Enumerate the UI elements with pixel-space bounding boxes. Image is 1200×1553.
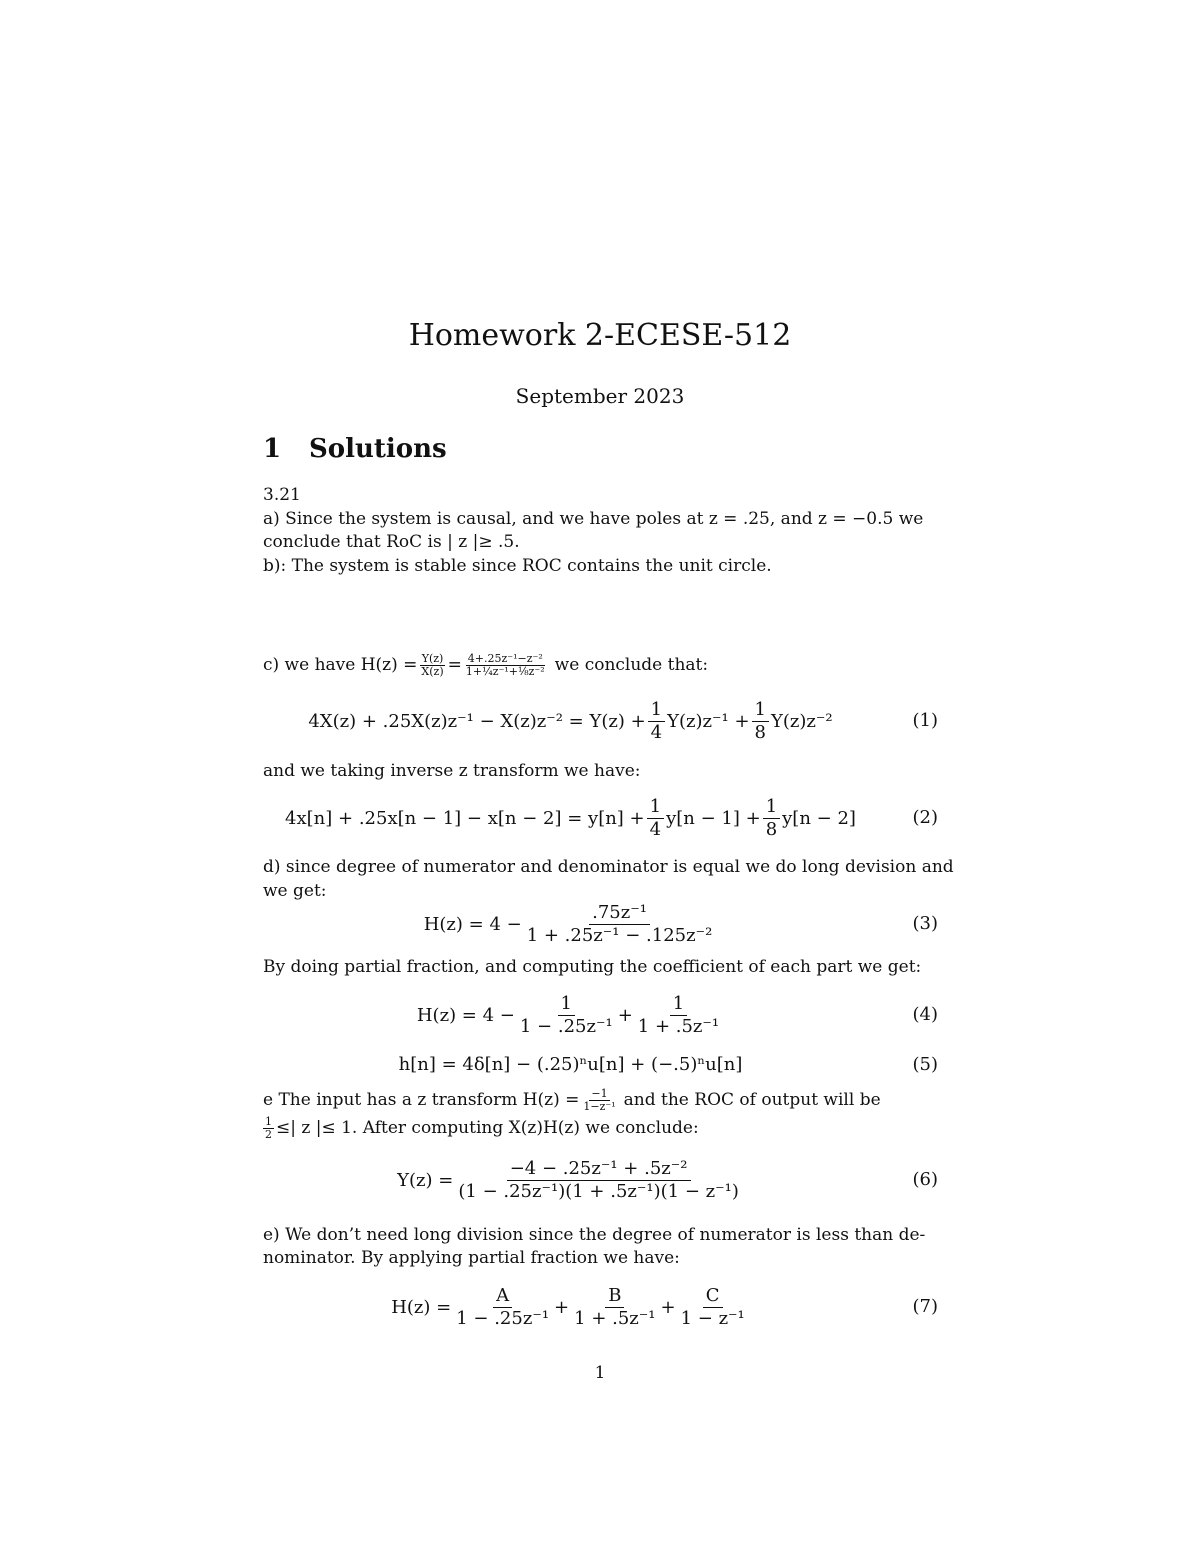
page-number: 1 bbox=[594, 1363, 606, 1383]
equation-number-3: (3) bbox=[912, 913, 938, 934]
part-c-fraction-1: $\frac{Y(z)}{X(z)}$ bbox=[421, 651, 444, 678]
part-c-tail: we conclude that: bbox=[554, 655, 709, 675]
document-title: Homework 2-ECESE-512 bbox=[408, 318, 792, 353]
equation-2: 4x[n] + .25x[n − 1] − x[n − 2] = y[n] + $\frac{1}{4}$ y[n − 1] + $\frac{1}{8}$ y[n − 2] (2) bbox=[285, 795, 938, 840]
part-d-line2: we get: bbox=[263, 881, 327, 901]
part-c-equals: = bbox=[447, 655, 462, 675]
equation-number-5: (5) bbox=[912, 1054, 938, 1075]
part-e2-line2: nominator. By applying partial fraction we have: bbox=[263, 1248, 680, 1268]
part-e1-line2: $\frac{1}{2}$ ≤| z |≤ 1. After computing X(z)H(z) we conclude: bbox=[265, 1114, 699, 1141]
part-e2-line1: e) We don’t need long division since the degree of numerator is less than de- bbox=[263, 1225, 926, 1245]
equation-number-7: (7) bbox=[912, 1296, 938, 1317]
part-c-text bbox=[263, 651, 938, 679]
inverse-transform-text: and we taking inverse z transform we have: bbox=[263, 761, 641, 781]
part-d-line1: d) since degree of numerator and denominator is equal we do long devision and bbox=[263, 857, 954, 877]
document-date: September 2023 bbox=[515, 384, 685, 408]
problem-number: 3.21 bbox=[263, 485, 301, 505]
equation-number-2: (2) bbox=[912, 807, 938, 828]
equation-6: Y(z) = $\frac{\text{−4 − .25z⁻¹ + .5z⁻²}}{\text{(1 − .25z⁻¹)(1 + .5z⁻¹)(1 − z⁻¹)}}$ (6) bbox=[397, 1157, 938, 1202]
equation-number-6: (6) bbox=[912, 1169, 938, 1190]
section-title: Solutions bbox=[309, 434, 447, 464]
equation-5: h[n] = 4δ[n] − (.25)ⁿu[n] + (−.5)ⁿu[n] (5) bbox=[263, 1043, 938, 1087]
part-c-lead: c) we have H(z) = bbox=[263, 655, 418, 675]
equation-1: 4X(z) + .25X(z)z⁻¹ − X(z)z⁻² = Y(z) + $\frac{1}{4}$ Y(z)z⁻¹ + $\frac{1}{8}$ Y(z)z⁻² (1) bbox=[308, 698, 938, 743]
part-e1-line1: e The input has a z transform H(z) = $\frac{-1}{\text{1−z⁻¹}}$ and the ROC of output will be bbox=[263, 1086, 881, 1113]
part-a-line2: conclude that RoC is | z |≥ .5. bbox=[263, 532, 520, 552]
equation-number-1: (1) bbox=[912, 710, 938, 731]
part-c-fraction-2: $\frac{\text{4+.25z⁻¹−z⁻²}}{\text{1+¼z⁻¹+⅛z⁻²}}$ bbox=[465, 651, 545, 678]
section-heading bbox=[263, 434, 447, 464]
partial-fraction-text: By doing partial fraction, and computing the coefficient of each part we get: bbox=[263, 957, 922, 977]
equation-4: H(z) = 4 − $\frac{1}{\text{1 − .25z⁻¹}}$ + $\frac{1}{\text{1 + .5z⁻¹}}$ (4) bbox=[416, 992, 938, 1037]
equation-7: H(z) = $\frac{A}{\text{1 − .25z⁻¹}}$ + $\frac{B}{\text{1 + .5z⁻¹}}$ + $\frac{C}{\text{1 − z⁻¹}}$ (7) bbox=[391, 1284, 938, 1329]
part-b-text: b): The system is stable since ROC contains the unit circle. bbox=[263, 556, 772, 576]
equation-3: H(z) = 4 − $\frac{\text{.75z⁻¹}}{\text{1 + .25z⁻¹ − .125z⁻²}}$ (3) bbox=[423, 901, 938, 946]
equation-number-4: (4) bbox=[912, 1004, 938, 1025]
part-a-line1: a) Since the system is causal, and we have poles at z = .25, and z = −0.5 we bbox=[263, 509, 924, 529]
section-number: 1 bbox=[263, 434, 282, 464]
